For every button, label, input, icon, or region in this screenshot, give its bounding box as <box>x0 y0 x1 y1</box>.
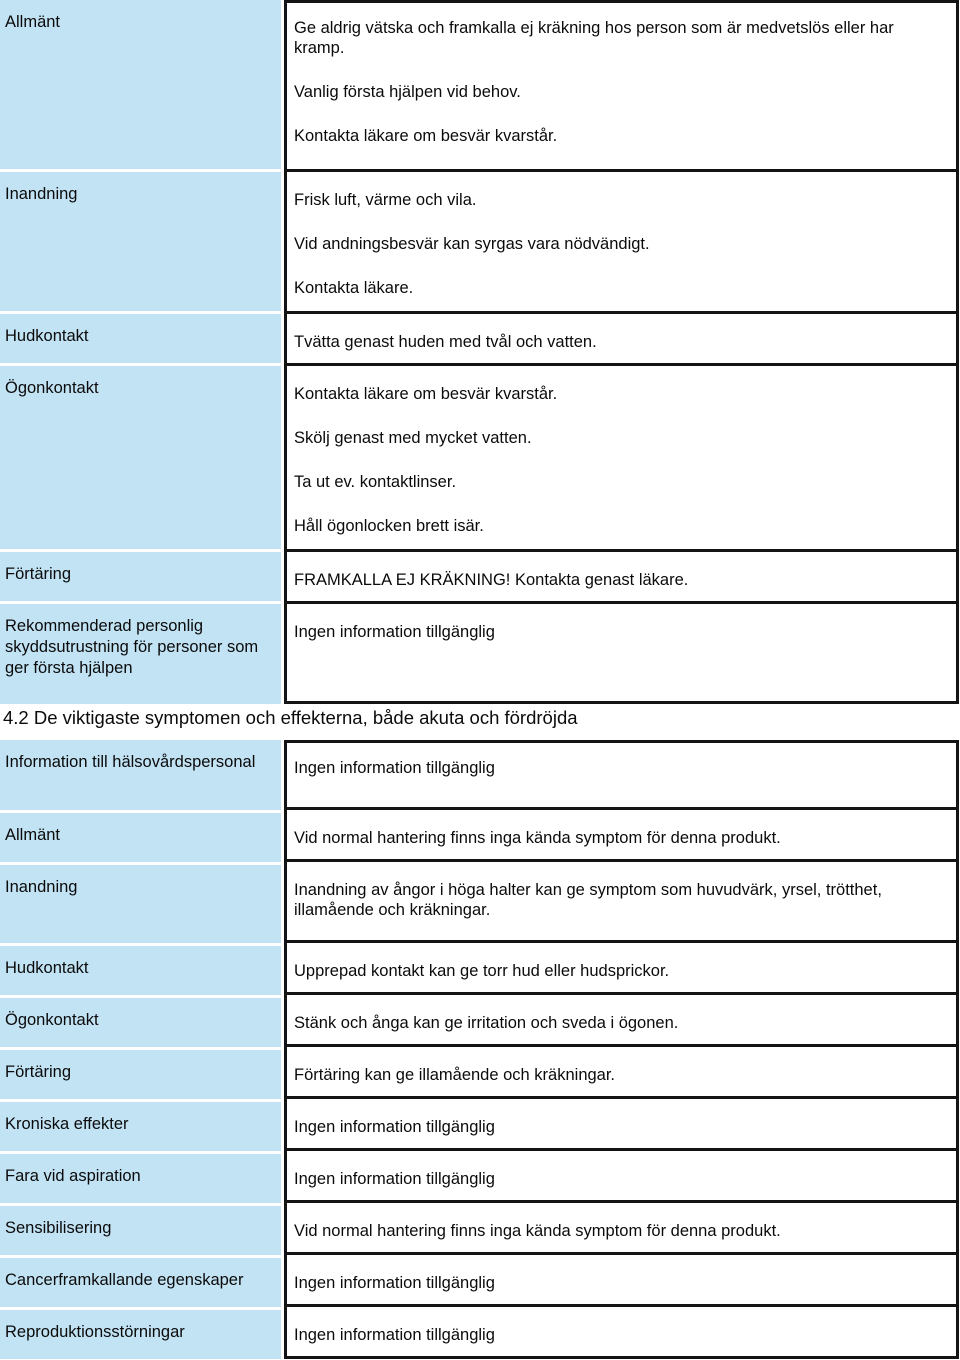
row-ogonkontakt <box>0 363 960 549</box>
value-text: Skölj genast med mycket vatten. <box>294 429 532 447</box>
row-reproduktionsstorningar <box>0 1307 960 1360</box>
value-text: Ta ut ev. kontaktlinser. <box>294 473 457 491</box>
row-label: Hudkontakt <box>0 314 281 363</box>
value-text: Upprepad kontakt kan ge torr hud eller hudsprickor. <box>294 962 670 980</box>
value-text: Kontakta läkare om besvär kvarstår. <box>294 385 558 403</box>
row-kroniska-effekter <box>0 1099 960 1151</box>
row-label: Fara vid aspiration <box>0 1154 281 1203</box>
row-label: Förtäring <box>0 1050 281 1099</box>
row-value <box>284 549 959 601</box>
row-allmant-2 <box>0 810 960 862</box>
row-fortaring <box>0 549 960 601</box>
row-label: Förtäring <box>0 552 281 601</box>
row-label: Reproduktionsstörningar <box>0 1310 281 1359</box>
row-label: Cancerframkallande egenskaper <box>0 1258 281 1307</box>
row-allmant <box>0 0 960 169</box>
row-value <box>284 601 959 704</box>
row-value <box>284 311 959 363</box>
row-value <box>284 1255 959 1307</box>
row-label: Allmänt <box>0 0 281 169</box>
value-text: Kontakta läkare. <box>294 279 414 297</box>
row-inandning-2 <box>0 862 960 943</box>
value-text: Ingen information tillgänglig <box>294 623 495 641</box>
row-value <box>284 0 959 169</box>
row-sensibilisering <box>0 1203 960 1255</box>
row-inandning <box>0 169 960 311</box>
row-fortaring-2 <box>0 1047 960 1099</box>
value-text: Förtäring kan ge illamående och kräkningar. <box>294 1066 616 1084</box>
value-text: Ge aldrig vätska och framkalla ej kräkning hos person som är medvetslös eller har kramp. <box>294 19 894 57</box>
value-text: Ingen information tillgänglig <box>294 759 495 777</box>
row-fara-vid-aspiration <box>0 1151 960 1203</box>
value-text: Stänk och ånga kan ge irritation och sveda i ögonen. <box>294 1014 679 1032</box>
row-value <box>284 169 959 311</box>
row-value <box>284 1203 959 1255</box>
row-label: Inandning <box>0 865 281 943</box>
row-value <box>284 1047 959 1099</box>
row-value <box>284 1099 959 1151</box>
value-text: Kontakta läkare om besvär kvarstår. <box>294 127 558 145</box>
row-label: Rekommenderad personlig skyddsutrustning för personer som ger första hjälpen <box>0 604 281 704</box>
row-label: Kroniska effekter <box>0 1102 281 1151</box>
value-text: Ingen information tillgänglig <box>294 1274 495 1292</box>
row-label: Information till hälsovårdspersonal <box>0 740 281 810</box>
row-label: Ögonkontakt <box>0 366 281 549</box>
value-text: Ingen information tillgänglig <box>294 1170 495 1188</box>
row-label: Allmänt <box>0 813 281 862</box>
value-text: Håll ögonlocken brett isär. <box>294 517 484 535</box>
value-text: Ingen information tillgänglig <box>294 1118 495 1136</box>
value-text: Vid normal hantering finns inga kända symptom för denna produkt. <box>294 829 781 847</box>
row-cancerframkallande <box>0 1255 960 1307</box>
row-halsovardspersonal <box>0 740 960 810</box>
row-label: Ögonkontakt <box>0 998 281 1047</box>
row-value <box>284 363 959 549</box>
value-text: Frisk luft, värme och vila. <box>294 191 477 209</box>
row-label: Hudkontakt <box>0 946 281 995</box>
value-text: Vid andningsbesvär kan syrgas vara nödvändigt. <box>294 235 650 253</box>
row-value <box>284 740 959 810</box>
row-value <box>284 1307 959 1359</box>
row-value <box>284 1151 959 1203</box>
row-label: Inandning <box>0 172 281 311</box>
row-value <box>284 862 959 943</box>
value-text: FRAMKALLA EJ KRÄKNING! Kontakta genast läkare. <box>294 571 689 589</box>
row-label: Sensibilisering <box>0 1206 281 1255</box>
value-text: Tvätta genast huden med tvål och vatten. <box>294 333 597 351</box>
row-value <box>284 995 959 1047</box>
row-hudkontakt-2 <box>0 943 960 995</box>
section-heading: 4.2 De viktigaste symptomen och effekterna, både akuta och fördröjda <box>3 707 578 728</box>
value-text: Vanlig första hjälpen vid behov. <box>294 83 521 101</box>
row-value <box>284 810 959 862</box>
value-text: Ingen information tillgänglig <box>294 1326 495 1344</box>
row-ogonkontakt-2 <box>0 995 960 1047</box>
row-hudkontakt <box>0 311 960 363</box>
row-value <box>284 943 959 995</box>
row-skyddsutrustning <box>0 601 960 704</box>
value-text: Inandning av ångor i höga halter kan ge symptom som huvudvärk, yrsel, trötthet, illamående och kräkningar. <box>294 881 882 919</box>
value-text: Vid normal hantering finns inga kända symptom för denna produkt. <box>294 1222 781 1240</box>
